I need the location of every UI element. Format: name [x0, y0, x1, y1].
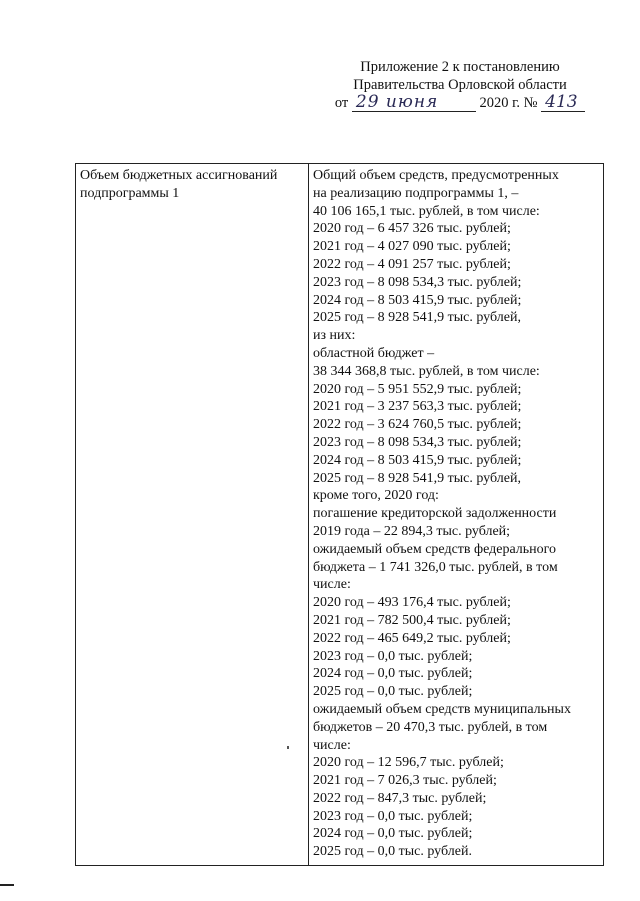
detail-line: 2021 год – 3 237 563,3 тыс. рублей; — [313, 399, 522, 415]
detail-line: 2022 год – 3 624 760,5 тыс. рублей; — [313, 417, 522, 433]
budget-table — [75, 163, 604, 866]
detail-line: кроме того, 2020 год: — [313, 488, 439, 504]
details-lines — [313, 167, 599, 861]
edge-mark — [0, 884, 14, 886]
handwritten-number: 413 — [541, 94, 585, 112]
detail-line: бюджетов – 20 470,3 тыс. рублей, в том — [313, 719, 548, 735]
header-line-appendix: Приложение 2 к постановлению — [360, 59, 560, 75]
detail-line: 2024 год – 0,0 тыс. рублей; — [313, 666, 473, 682]
detail-line: областной бюджет – — [313, 345, 435, 361]
detail-line: бюджета – 1 741 326,0 тыс. рублей, в том — [313, 559, 558, 575]
detail-line: 2025 год – 0,0 тыс. рублей. — [313, 844, 472, 860]
detail-line: Общий объем средств, предусмотренных — [313, 168, 559, 183]
ref-year-suffix: 2020 г. № — [479, 95, 538, 111]
detail-line: числе: — [313, 577, 351, 593]
detail-line: 2022 год – 847,3 тыс. рублей; — [313, 790, 487, 806]
document-header — [330, 58, 590, 112]
detail-line: ожидаемый объем средств муниципальных — [313, 701, 571, 717]
detail-line: ожидаемый объем средств федерального — [313, 541, 557, 557]
detail-line: 2020 год – 493 176,4 тыс. рублей; — [313, 595, 511, 611]
handwritten-date: 29 июня — [352, 94, 476, 112]
detail-line: 2023 год – 8 098 534,3 тыс. рублей; — [313, 434, 522, 450]
detail-line: 2024 год – 0,0 тыс. рублей; — [313, 826, 473, 842]
detail-line: 2020 год – 6 457 326 тыс. рублей; — [313, 221, 511, 237]
detail-line: погашение кредиторской задолженности — [313, 506, 557, 522]
table-row — [76, 164, 604, 866]
detail-line: 2021 год – 7 026,3 тыс. рублей; — [313, 773, 497, 789]
scan-speck — [287, 746, 289, 749]
detail-line: 2022 год – 465 649,2 тыс. рублей; — [313, 630, 511, 646]
detail-line: 2021 год – 4 027 090 тыс. рублей; — [313, 239, 511, 255]
resolution-reference — [330, 94, 590, 112]
detail-line: 2023 год – 0,0 тыс. рублей; — [313, 648, 473, 664]
header-line-government: Правительства Орловской области — [353, 77, 567, 93]
detail-line: 38 344 368,8 тыс. рублей, в том числе: — [313, 363, 540, 379]
detail-line: на реализацию подпрограммы 1, – — [313, 185, 519, 201]
detail-line: 2020 год – 12 596,7 тыс. рублей; — [313, 755, 504, 771]
detail-line: 2022 год – 4 091 257 тыс. рублей; — [313, 256, 511, 272]
detail-line: 2023 год – 8 098 534,3 тыс. рублей; — [313, 274, 522, 290]
detail-line: 40 106 165,1 тыс. рублей, в том числе: — [313, 203, 540, 219]
detail-line: 2025 год – 0,0 тыс. рублей; — [313, 684, 473, 700]
ref-prefix-from: от — [334, 95, 349, 111]
detail-line: 2025 год – 8 928 541,9 тыс. рублей, — [313, 310, 521, 326]
detail-line: 2019 года – 22 894,3 тыс. рублей; — [313, 523, 511, 539]
detail-line: 2025 год – 8 928 541,9 тыс. рублей, — [313, 470, 521, 486]
detail-line: 2024 год – 8 503 415,9 тыс. рублей; — [313, 452, 522, 468]
detail-line: числе: — [313, 737, 351, 753]
detail-line: 2024 год – 8 503 415,9 тыс. рублей; — [313, 292, 522, 308]
detail-line: из них: — [313, 328, 356, 344]
table-cell-label: Объем бюджетных ассигнований подпрограммы 1 — [76, 164, 309, 866]
detail-line: 2020 год – 5 951 552,9 тыс. рублей; — [313, 381, 522, 397]
table-cell-details — [309, 164, 604, 866]
detail-line: 2023 год – 0,0 тыс. рублей; — [313, 808, 473, 824]
detail-line: 2021 год – 782 500,4 тыс. рублей; — [313, 612, 511, 628]
